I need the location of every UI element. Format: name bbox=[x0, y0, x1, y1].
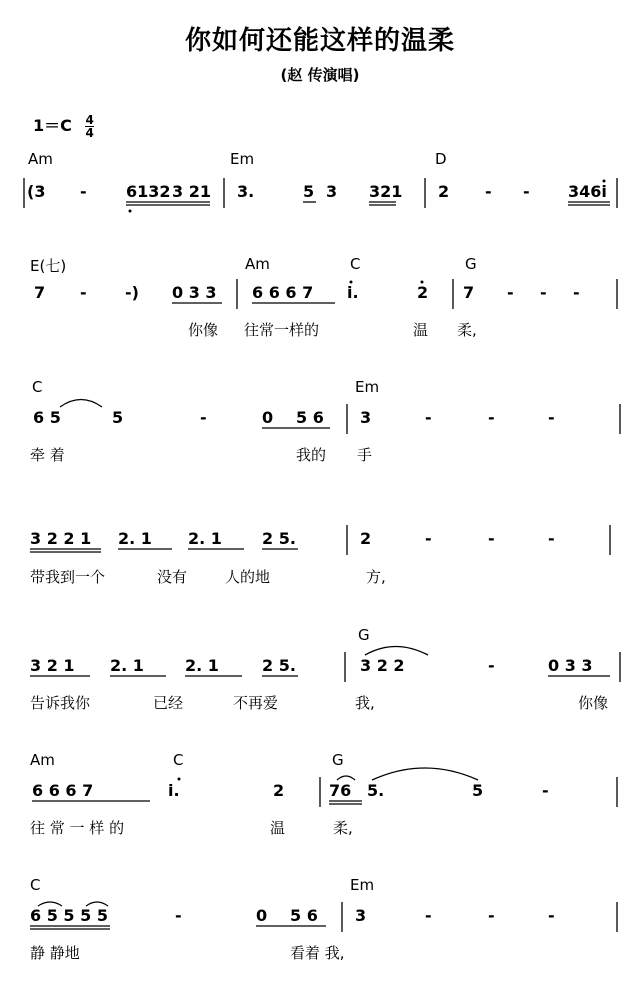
note-group: 2 5. bbox=[262, 529, 296, 548]
lyric: 看着 我, bbox=[290, 944, 345, 962]
note-group: 3 2 1 bbox=[30, 656, 75, 675]
chord: C bbox=[173, 751, 184, 769]
note-group: 3. bbox=[237, 182, 255, 201]
lyric: 我的 bbox=[296, 446, 327, 464]
note-group: 2 bbox=[438, 182, 450, 201]
lyric: 柔, bbox=[333, 819, 353, 837]
lyric: 没有 bbox=[157, 568, 188, 586]
chord: E(七) bbox=[30, 257, 67, 275]
lyric: 带我到一个 bbox=[30, 568, 106, 586]
note-group: 2. 1 bbox=[110, 656, 144, 675]
note-group: - bbox=[548, 906, 555, 925]
lyric: 我, bbox=[355, 694, 375, 712]
chord: G bbox=[465, 255, 477, 273]
note-group: 6 6 6 7 bbox=[252, 283, 314, 302]
note-group: 5 bbox=[472, 781, 484, 800]
note-group: - bbox=[488, 656, 495, 675]
note-group: i. bbox=[168, 781, 180, 800]
key-label: 1＝C bbox=[33, 116, 72, 135]
note-group: 3 2 2 bbox=[360, 656, 405, 675]
note-group: 76 bbox=[329, 781, 352, 800]
note-group: 3 bbox=[326, 182, 338, 201]
note-group: - bbox=[80, 182, 87, 201]
chord: G bbox=[332, 751, 344, 769]
note-group: - bbox=[548, 408, 555, 427]
note-group: - bbox=[80, 283, 87, 302]
note-group: - bbox=[488, 408, 495, 427]
lyric: 你像 bbox=[578, 694, 609, 712]
note-group: - bbox=[425, 408, 432, 427]
note-group: 0 bbox=[256, 906, 268, 925]
note-group: 2 bbox=[417, 283, 429, 302]
note-group: - bbox=[488, 529, 495, 548]
note-group: - bbox=[507, 283, 514, 302]
note-group: - bbox=[485, 182, 492, 201]
chord: Am bbox=[30, 751, 55, 769]
note-group: 321 bbox=[369, 182, 403, 201]
note-group: - bbox=[523, 182, 530, 201]
note-group: 5 6 bbox=[296, 408, 324, 427]
note-group: 6 6 6 7 bbox=[32, 781, 94, 800]
lyric: 人的地 bbox=[225, 568, 271, 586]
key-signature bbox=[33, 113, 94, 139]
lyric: 已经 bbox=[153, 694, 184, 712]
lyric: 不再爱 bbox=[233, 694, 279, 712]
chord: G bbox=[358, 626, 370, 644]
note-group: 5 6 bbox=[290, 906, 318, 925]
note-group: i. bbox=[347, 283, 359, 302]
time-signature-bottom: 4 bbox=[85, 126, 94, 140]
note-group: - bbox=[540, 283, 547, 302]
lyric: 温 bbox=[413, 321, 429, 339]
song-title: 你如何还能这样的温柔 bbox=[184, 26, 455, 56]
note-group: 7 bbox=[34, 283, 46, 302]
note-group: 2. 1 bbox=[188, 529, 222, 548]
lyric: 温 bbox=[270, 819, 286, 837]
song-subtitle: (赵 传演唱) bbox=[280, 66, 360, 84]
chord: C bbox=[32, 378, 43, 396]
lyric: 手 bbox=[357, 446, 373, 464]
note-group: - bbox=[573, 283, 580, 302]
chord: Em bbox=[230, 150, 255, 168]
note-group: 6132 bbox=[126, 182, 171, 201]
lyric: 你像 bbox=[188, 321, 219, 339]
lyric: 往 常 一 样 的 bbox=[30, 819, 125, 837]
note-group: 0 bbox=[262, 408, 274, 427]
note-group: 6 5 5 5 5 bbox=[30, 906, 108, 925]
note-group: 3 bbox=[355, 906, 367, 925]
lyric: 告诉我你 bbox=[30, 694, 91, 712]
note-group: 3 2 2 1 bbox=[30, 529, 92, 548]
note-group: 2 5. bbox=[262, 656, 296, 675]
note-group: - bbox=[542, 781, 549, 800]
chord: Am bbox=[245, 255, 270, 273]
note-group: 5 bbox=[303, 182, 315, 201]
chord: C bbox=[30, 876, 41, 894]
note-group: 3 21 bbox=[172, 182, 211, 201]
time-signature bbox=[85, 114, 93, 139]
note-group: 5 bbox=[112, 408, 124, 427]
chord: Em bbox=[355, 378, 380, 396]
note-group: 3 bbox=[360, 408, 372, 427]
note-group: 0 3 3 bbox=[172, 283, 217, 302]
note-group: - bbox=[175, 906, 182, 925]
chord: Em bbox=[350, 876, 375, 894]
note-group: 0 3 3 bbox=[548, 656, 593, 675]
chord: D bbox=[435, 150, 447, 168]
lyric: 柔, bbox=[457, 321, 477, 339]
note-group: 6 5 bbox=[33, 408, 61, 427]
note-group: 2. 1 bbox=[118, 529, 152, 548]
note-group: - bbox=[488, 906, 495, 925]
lyric: 静 静地 bbox=[30, 944, 80, 962]
note-group: - bbox=[425, 906, 432, 925]
note-group: 7 bbox=[463, 283, 475, 302]
lyric: 牵 着 bbox=[30, 446, 65, 464]
note-group: 2 bbox=[273, 781, 285, 800]
note-group: - bbox=[425, 529, 432, 548]
time-signature-top: 4 bbox=[85, 113, 94, 127]
note-group: 5. bbox=[367, 781, 385, 800]
note-group: - bbox=[200, 408, 207, 427]
note-group: 2. 1 bbox=[185, 656, 219, 675]
note-group: 346i bbox=[568, 182, 607, 201]
note-group: (3 bbox=[27, 182, 46, 201]
note-group: - bbox=[548, 529, 555, 548]
lyric: 方, bbox=[366, 568, 386, 586]
note-group: -) bbox=[125, 283, 139, 302]
chord: C bbox=[350, 255, 361, 273]
lyric: 往常一样的 bbox=[244, 321, 320, 339]
note-group: 2 bbox=[360, 529, 372, 548]
chord: Am bbox=[28, 150, 53, 168]
